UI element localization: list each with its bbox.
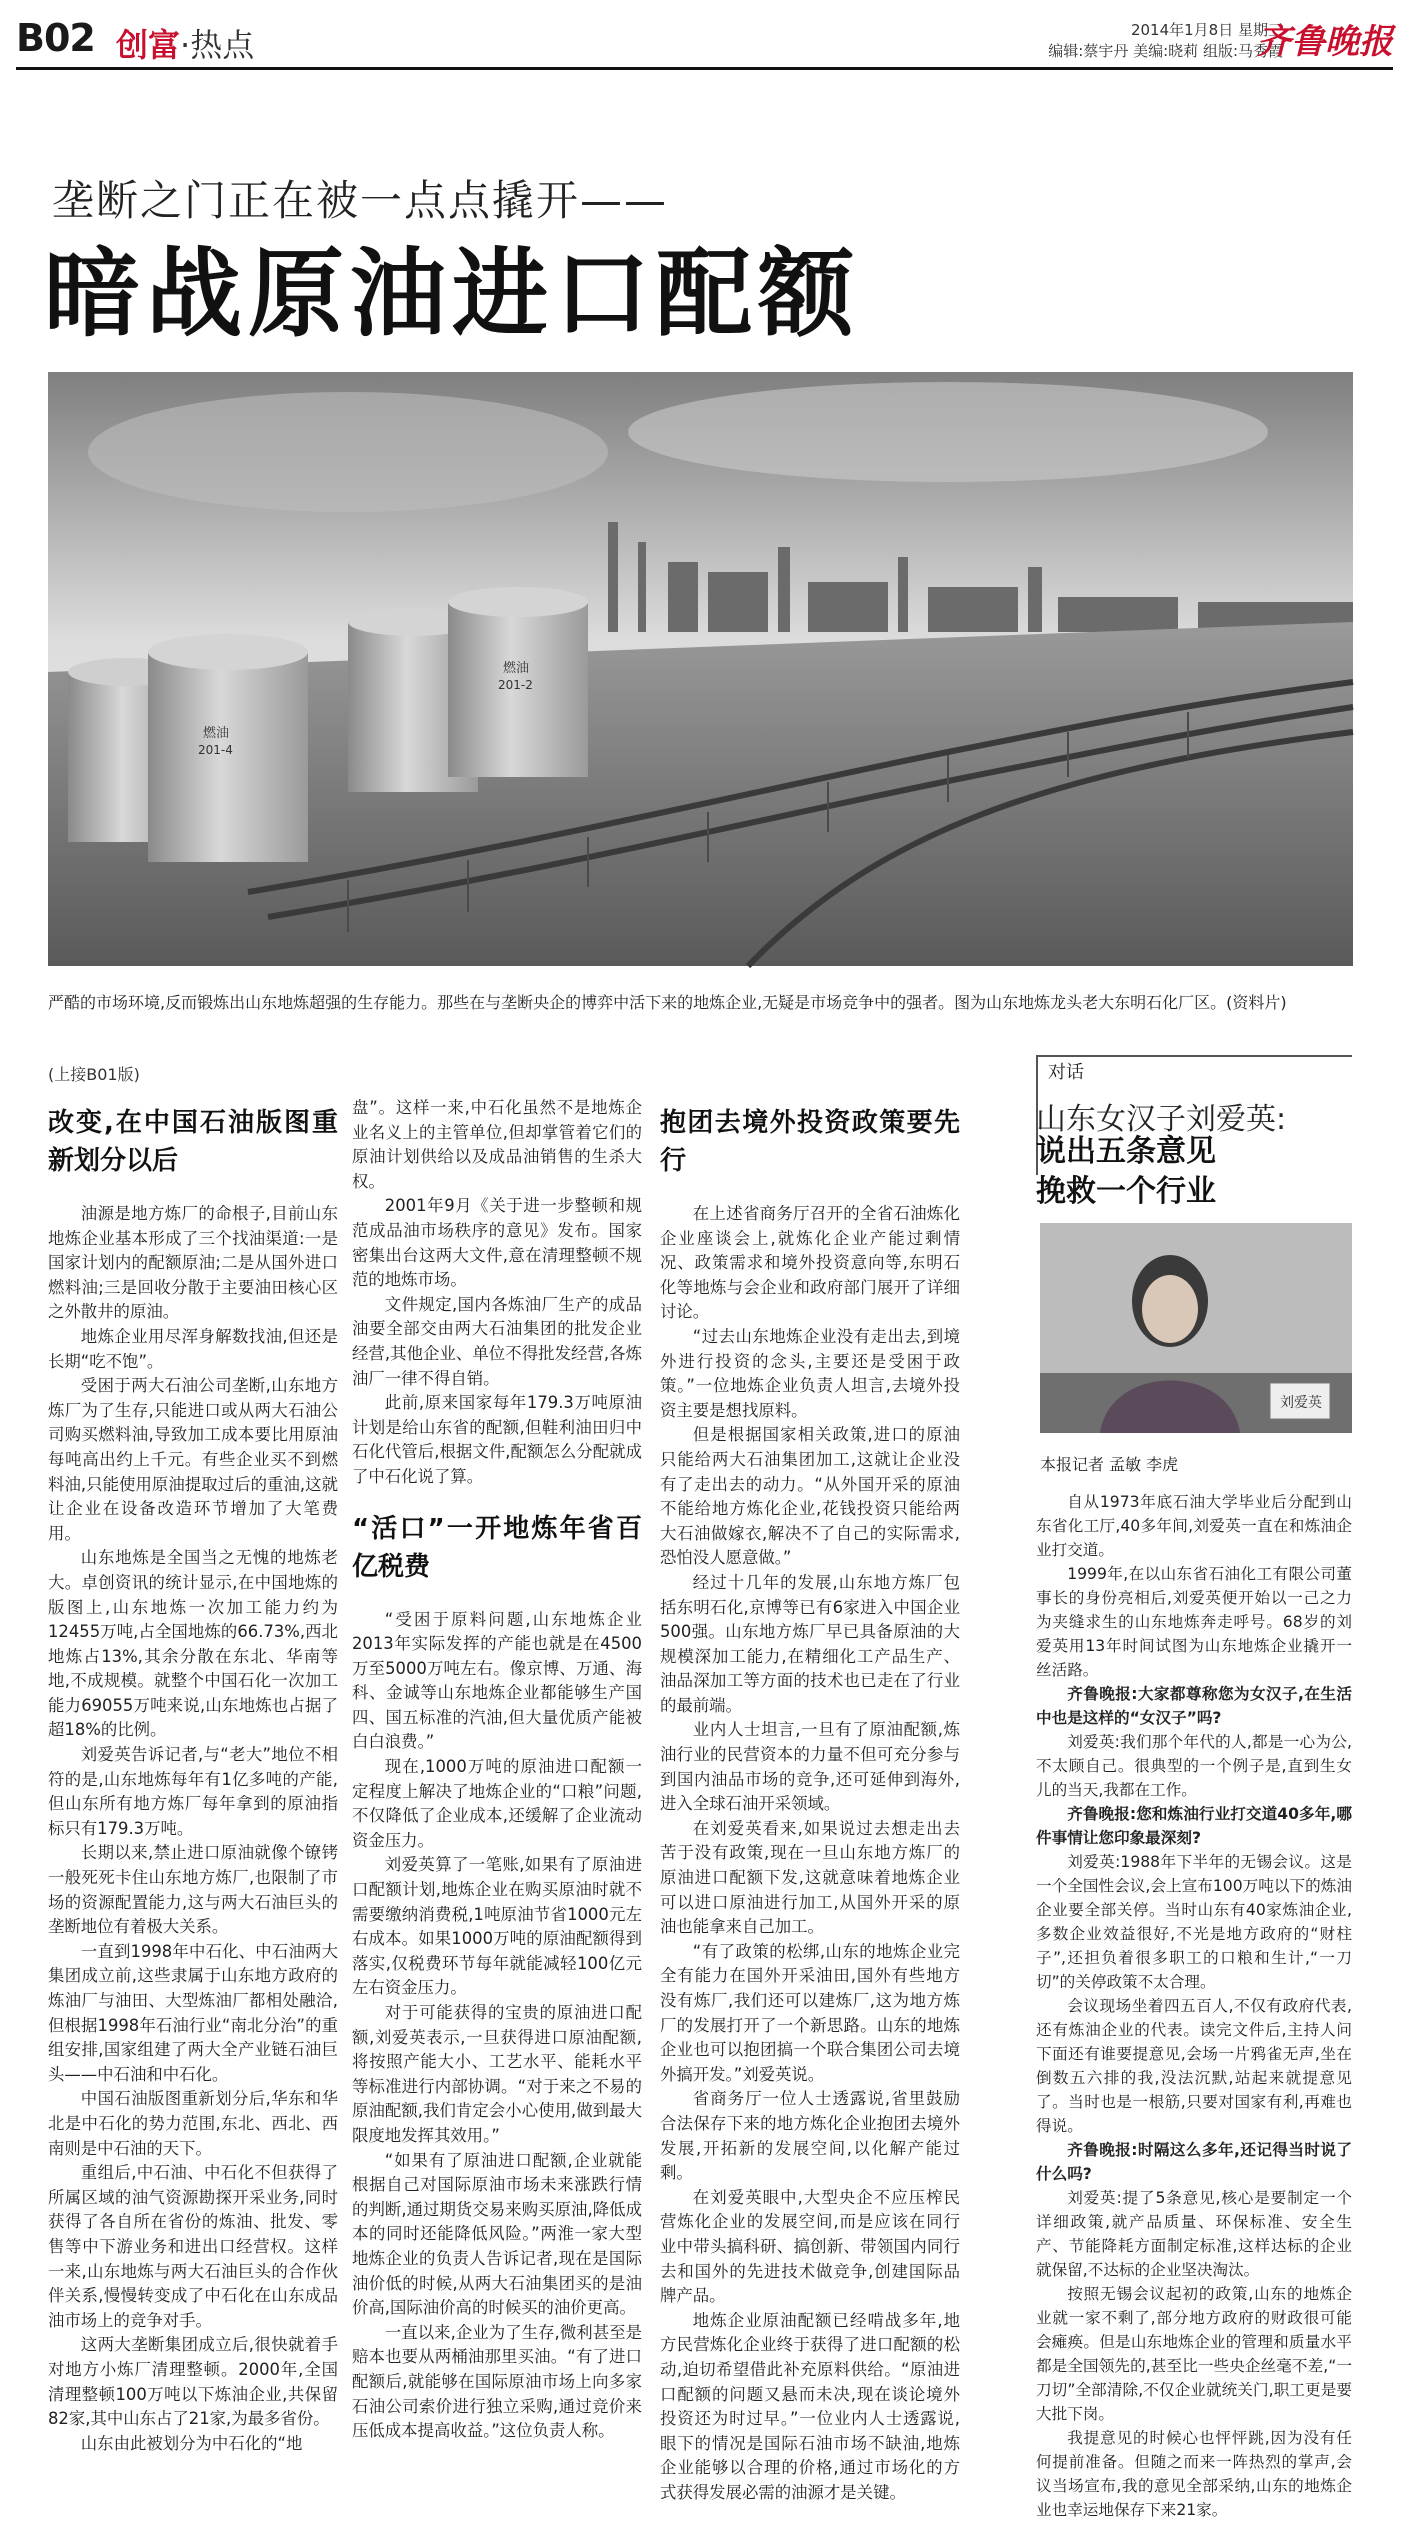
paragraph: “过去山东地炼企业没有走出去,到境外进行投资的念头,主要还是受困于政策。”一位地炼企业负责人坦言,去境外投资主要是想找原料。: [660, 1326, 960, 1420]
interview-answer: 按照无锡会议起初的政策,山东的地炼企业就一家不剩了,部分地方政府的财政很可能会瘫痪。但是山东地炼企业的管理和质量水平都是全国领先的,甚至比一些央企丝毫不差,“一刀切”全部清除,不仅企业就统关门,职工更是要大批下岗。: [1036, 2285, 1352, 2423]
article-column-2: [352, 1096, 642, 2444]
interview-title-line-2: 挽救一个行业: [1036, 1174, 1216, 1209]
paragraph: 在上述省商务厅召开的全省石油炼化企业座谈会上,就炼化企业产能过剩情况、政策需求和境外投资意向等,东明石化等地炼与会企业和政府部门展开了详细讨论。: [660, 1204, 960, 1322]
page-header: [16, 14, 1393, 70]
tank-label-2: 燃油: [503, 661, 530, 676]
section-sub: ·热点: [180, 26, 255, 64]
page-number: B02: [16, 16, 95, 60]
tank-label-1-number: 201-4: [198, 743, 233, 757]
paragraph: 这两大垄断集团成立后,很快就着手对地方小炼厂清理整顿。2000年,全国清理整顿100万吨以下炼油企业,共保留82家,其中山东占了21家,为最多省份。: [48, 2335, 338, 2429]
paragraph: 一直以来,企业为了生存,微利甚至是赔本也要从两桶油那里买油。“有了进口配额后,就能够在国际原油市场上向多家石油公司索价进行独立采购,通过竞价来压低成本提高收益。”这位负责人称。: [352, 2322, 642, 2441]
interview-tag: 对话: [1048, 1062, 1084, 1083]
paragraph: 中国石油版图重新划分后,华东和华北是中石化的势力范围,东北、西北、西南则是中石油的天下。: [48, 2089, 338, 2158]
paragraph: “受困于原料问题,山东地炼企业2013年实际发挥的产能也就是在4500万至5000万吨左右。像京博、万通、海科、金诚等山东地炼企业都能够生产国四、国五标准的汽油,但大量优质产能被白白浪费。”: [352, 1609, 642, 1752]
paragraph: “如果有了原油进口配额,企业就能根据自己对国际原油市场未来涨跌行情的判断,通过期货交易来购买原油,降低成本的同时还能降低风险。”两淮一家大型地炼企业的负责人告诉记者,现在是国际油价低的时候,从两大石油集团买的是油价高,国际油价高的时候买的油价更高。: [352, 2150, 642, 2318]
paragraph: 重组后,中石油、中石化不但获得了所属区域的油气资源勘探开采业务,同时获得了各自所在省份的炼油、批发、零售等中下游业务和进出口经营权。这样一来,山东地炼与两大石油巨头的合作伙伴关系,慢慢转变成了中石化在山东成品油市场上的竞争对手。: [48, 2163, 338, 2330]
paragraph: 山东由此被划分为中石化的“地: [80, 2433, 303, 2453]
editor-credits: 编辑:蔡宇丹 美编:晓莉 组版:马秀霞: [1048, 42, 1283, 60]
interview-answer: 刘爱英:提了5条意见,核心是要制定一个详细政策,就产品质量、环保标准、安全生产、节能降耗方面制定标准,这样达标的企业就保留,不达标的企业坚决淘汰。: [1036, 2189, 1352, 2279]
paragraph: 盘”。这样一来,中石化虽然不是地炼企业名义上的主管单位,但却掌管着它们的原油计划供给以及成品油销售的生杀大权。: [352, 1098, 642, 1191]
paragraph: 长期以来,禁止进口原油就像个镣铐一般死死卡住山东地方炼厂,也限制了市场的资源配置能力,这与两大石油巨头的垄断地位有着极大关系。: [48, 1843, 338, 1937]
paragraph: 文件规定,国内各炼油厂生产的成品油要全部交由两大石油集团的批发企业经营,其他企业、单位不得批发经营,各炼油厂一律不得自销。: [352, 1294, 642, 1388]
paragraph: 自从1973年底石油大学毕业后分配到山东省化工厅,40多年间,刘爱英一直在和炼油企业打交道。: [1036, 1493, 1352, 1559]
interview-answer: 刘爱英:1988年下半年的无锡会议。这是一个全国性会议,会上宣布100万吨以下的炼油企业要全部关停。当时山东有40家炼油企业,多数企业效益很好,不光是地方政府的“财柱子”,还担负着很多职工的口粮和生计,“一刀切”的关停政策不太合理。: [1036, 1853, 1352, 1991]
interview-body: [1036, 1490, 1352, 2522]
column-3-subhead: 抱团去境外投资政策要先行: [660, 1108, 960, 1176]
tank-label-1: 燃油: [203, 726, 230, 741]
interview-title: [1036, 1132, 1216, 1212]
section-title: [116, 20, 254, 66]
paragraph: 在刘爱英看来,如果说过去想走出去苦于没有政策,现在一旦山东地方炼厂的原油进口配额下发,这就意味着地炼企业可以进口原油进行加工,从国外开采的原油也能拿来自己加工。: [660, 1818, 960, 1937]
paragraph: 地炼企业用尽浑身解数找油,但还是长期“吃不饱”。: [48, 1326, 338, 1371]
section-name: 创富: [116, 26, 181, 64]
interview-question: 齐鲁晚报:时隔这么多年,还记得当时说了什么吗?: [1036, 2141, 1352, 2183]
interviewee-portrait: [1040, 1223, 1352, 1433]
name-plate: 刘爱英: [1280, 1395, 1322, 1411]
paragraph: 但是根据国家相关政策,进口的原油只能给两大石油集团加工,这就让企业没有了走出去的动力。“从外国开采的原油不能给地方炼化企业,花钱投资只能给两大石油做嫁衣,解决不了自己的实际需求,恐怕没人愿意做。”: [660, 1425, 960, 1568]
interview-question: 齐鲁晚报:您和炼油行业打交道40多年,哪件事情让您印象最深刻?: [1036, 1805, 1352, 1847]
headline-title: 暗战原油进口配额: [44, 238, 860, 350]
paragraph: 一直到1998年中石化、中石油两大集团成立前,这些隶属于山东地方政府的炼油厂与油田、大型炼油厂都相处融洽,但根据1998年石油行业“南北分治”的重组安排,国家组建了两大全产业链石油巨头——中石油和中石化。: [48, 1941, 338, 2084]
paragraph: 经过十几年的发展,山东地方炼厂包括东明石化,京博等已有6家进入中国企业500强。山东地方炼厂早已具备原油的大规模深加工能力,在精细化工产品生产、油品深加工等方面的技术也已走在了行业的最前端。: [660, 1572, 960, 1715]
paragraph: 刘爱英告诉记者,与“老大”地位不相符的是,山东地炼每年有1亿多吨的产能,但山东所有地方炼厂每年拿到的原油指标只有179.3万吨。: [48, 1745, 338, 1838]
refinery-photo: [48, 372, 1353, 966]
paragraph: “有了政策的松绑,山东的地炼企业完全有能力在国外开采油田,国外有些地方没有炼厂,我们还可以建炼厂,这为地方炼厂的发展打开了一个新思路。山东的地炼企业也可以抱团搞一个联合集团公司去境外搞开发。”刘爱英说。: [660, 1941, 960, 2084]
interview-title-line-1: 说出五条意见: [1036, 1134, 1216, 1169]
paragraph: 地炼企业原油配额已经啃战多年,地方民营炼化企业终于获得了进口配额的松动,迫切希望借此补充原料供给。“原油进口配额的问题又悬而未决,现在谈论境外投资还为时过早。”一位业内人士透露说,眼下的情况是国际石油市场不缺油,地炼企业能够以合理的价格,通过市场化的方式获得发展必需的油源才是关键。: [660, 2310, 960, 2502]
column-1-subhead: 改变,在中国石油版图重新划分以后: [48, 1108, 338, 1176]
paragraph: 对于可能获得的宝贵的原油进口配额,刘爱英表示,一旦获得进口原油配额,将按照产能大小、工艺水平、能耗水平等标准进行内部协调。“对于来之不易的原油配额,我们肯定会小心使用,做到最大限度地发挥其效用。”: [352, 2003, 642, 2145]
photo-caption: 严酷的市场环境,反而锻炼出山东地炼超强的生存能力。那些在与垄断央企的博弈中活下来的地炼企业,无疑是市场竞争中的强者。图为山东地炼龙头老大东明石化厂区。(资料片): [48, 993, 1287, 1012]
interview-answer: 我提意见的时候心也怦怦跳,因为没有任何提前准备。但随之而来一阵热烈的掌声,会议当场宣布,我的意见全部采纳,山东的地炼企业也幸运地保存下来21家。: [1036, 2429, 1352, 2519]
issue-date: 2014年1月8日 星期三: [1130, 21, 1283, 39]
masthead-logo: 齐鲁晚报: [1257, 22, 1393, 62]
paragraph: 山东地炼是全国当之无愧的地炼老大。卓创资讯的统计显示,在中国地炼的版图上,山东地炼一次加工能力约为12455万吨,占全国地炼的66.73%,西北地炼占13%,其余分散在东北、华南等地,不成规模。就整个中国石化一次加工能力69055万吨来说,山东地炼也占据了超18%的比例。: [48, 1548, 338, 1740]
interview-kicker: 山东女汉子刘爱英:: [1036, 1102, 1287, 1137]
article-column-1: [48, 1100, 338, 2456]
portrait-illustration: [1040, 1223, 1352, 1433]
column-2-subhead: “活口”一开地炼年省百亿税费: [352, 1513, 642, 1582]
tank-label-2-number: 201-2: [498, 678, 533, 692]
paragraph: 1999年,在以山东省石油化工有限公司董事长的身份亮相后,刘爱英便开始以一己之力为夹缝求生的山东地炼奔走呼号。68岁的刘爱英用13年时间试图为山东地炼企业撬开一丝活路。: [1036, 1565, 1352, 1679]
continued-from-note: (上接B01版): [48, 1065, 140, 1084]
headline-kicker: 垄断之门正在被一点点撬开——: [52, 176, 669, 225]
interview-answer: 会议现场坐着四五百人,不仅有政府代表,还有炼油企业的代表。读完文件后,主持人问下面还有谁要提意见,会场一片鸦雀无声,坐在倒数五六排的我,没法沉默,站起来就提意见了。当时也是一根筋,只要对国家有利,再难也得说。: [1036, 1997, 1352, 2135]
interview-answer: 刘爱英:我们那个年代的人,都是一心为公,不太顾自己。很典型的一个例子是,直到生女儿的当天,我都在工作。: [1036, 1733, 1352, 1799]
article-column-3: [660, 1100, 960, 2505]
refinery-illustration: [48, 372, 1353, 966]
paragraph: 受困于两大石油公司垄断,山东地方炼厂为了生存,只能进口或从两大石油公司购买燃料油,导致加工成本要比用原油每吨高出约上千元。有些企业买不到燃料油,只能使用原油提取过后的重油,这就让企业在设备改造环节增加了大笔费用。: [48, 1376, 338, 1543]
paragraph: 油源是地方炼厂的命根子,目前山东地炼企业基本形成了三个找油渠道:一是国家计划内的配额原油;二是从国外进口燃料油;三是回收分散于主要油田核心区之外散井的原油。: [48, 1204, 338, 1322]
paragraph: 现在,1000万吨的原油进口配额一定程度上解决了地炼企业的“口粮”问题,不仅降低了企业成本,还缓解了企业流动资金压力。: [352, 1757, 642, 1850]
paragraph: 刘爱英算了一笔账,如果有了原油进口配额计划,地炼企业在购买原油时就不需要缴纳消费税,1吨原油节省1000元左右成本。如果1000万吨的原油配额得到落实,仅税费环节每年就能减轻100亿元左右资金压力。: [352, 1855, 642, 1998]
interview-byline: 本报记者 孟敏 李虎: [1040, 1455, 1179, 1474]
paragraph: 业内人士坦言,一旦有了原油配额,炼油行业的民营资本的力量不但可充分参与到国内油品市场的竞争,还可延伸到海外,进入全球石油开采领域。: [660, 1720, 960, 1814]
interview-question: 齐鲁晚报:大家都尊称您为女汉子,在生活中也是这样的“女汉子”吗?: [1036, 1685, 1352, 1727]
paragraph: 在刘爱英眼中,大型央企不应压榨民营炼化企业的发展空间,而是应该在同行业中带头搞科研、搞创新、带领国内同行去和国外的先进技术做竞争,创建国际品牌产品。: [660, 2187, 960, 2306]
header-meta: [1048, 20, 1283, 62]
paragraph: 省商务厅一位人士透露说,省里鼓励合法保存下来的地方炼化企业抱团去境外发展,开拓新的发展空间,以化解产能过剩。: [660, 2089, 960, 2183]
paragraph: 此前,原来国家每年179.3万吨原油计划是给山东省的配额,但鞋利油田归中石化代管后,根据文件,配额怎么分配就成了中石化说了算。: [352, 1393, 642, 1486]
paragraph: 2001年9月《关于进一步整顿和规范成品油市场秩序的意见》发布。国家密集出台这两大文件,意在清理整顿不规范的地炼市场。: [352, 1196, 642, 1290]
